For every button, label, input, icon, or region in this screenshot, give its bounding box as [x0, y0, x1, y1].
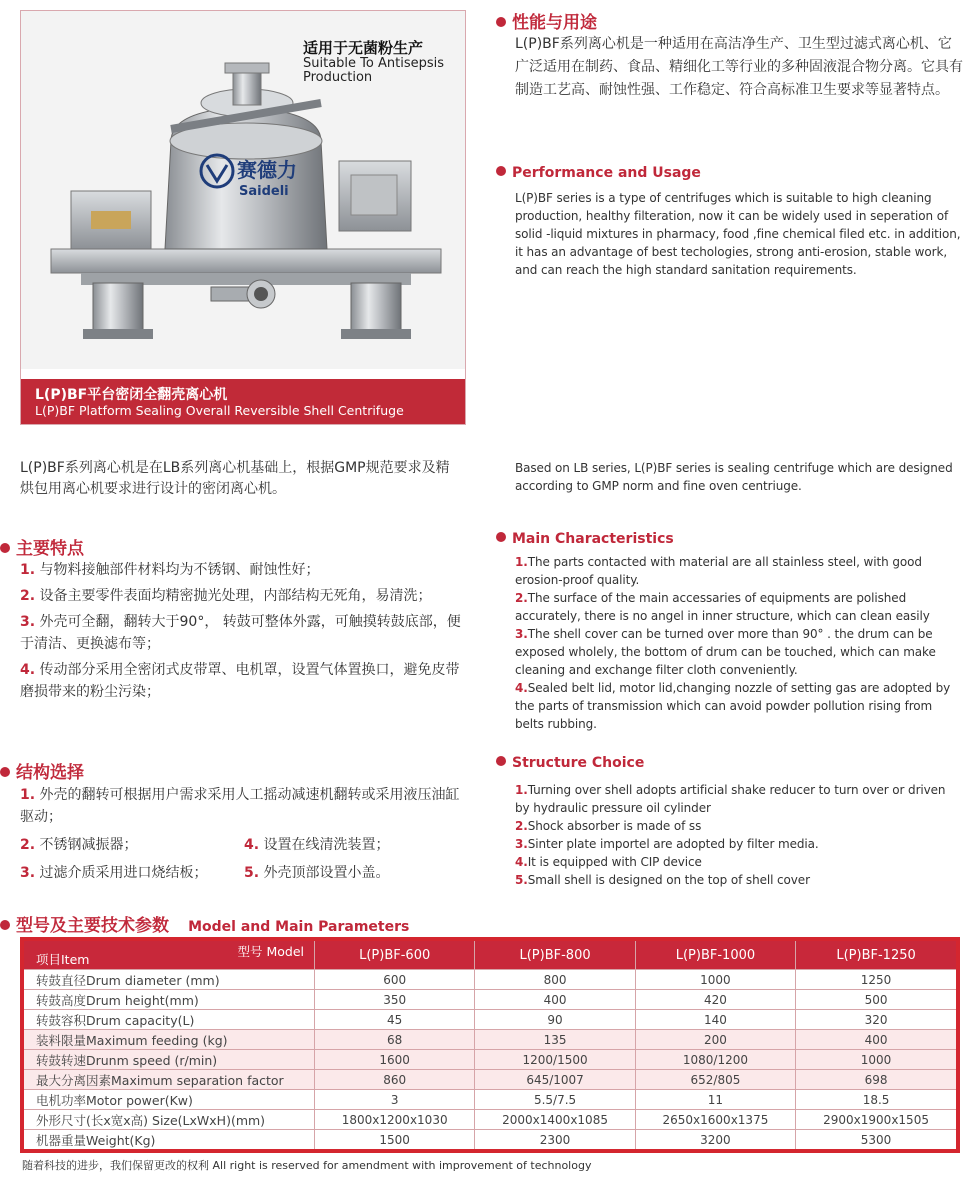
list-item: 1.The parts contacted with material are all stainless steel, with good erosion-proof quality. [515, 555, 922, 587]
brand-logo-text: 赛德力 [237, 158, 297, 182]
structure-list-cn [20, 784, 470, 886]
bullet-icon [496, 166, 506, 176]
photo-title-cn: 适用于无菌粉生产 [303, 39, 424, 57]
list-row [20, 834, 470, 862]
photo-caption-bar [21, 379, 465, 424]
list-item: 3.The shell cover can be turned over more than 90° . the drum can be exposed wholely, the bottom of drum can be touched, which can make cleaning and exchange filter cloth conveniently. [515, 627, 936, 677]
parameters-table [20, 937, 960, 1153]
product-photo-frame [20, 10, 466, 425]
photo-title-en: Suitable To Antisepsis Production [303, 56, 445, 85]
list-item: 5.Small shell is designed on the top of shell cover [515, 873, 810, 887]
bullet-icon [496, 756, 506, 766]
list-item: 3. 过滤介质采用进口烧结板； [20, 865, 208, 881]
list-item: 1. 与物料接触部件材料均为不锈钢、耐蚀性好； [20, 562, 320, 578]
performance-heading-cn: 性能与用途 [496, 8, 597, 33]
performance-text-cn: L(P)BF系列离心机是一种适用在高洁净生产、卫生型过滤式离心机、它广泛适用在制药、食品、精细化工等行业的多种固液混合物分离。它具有制造工艺高、耐蚀性强、工作稳定、符合高标准卫生要求等显著特点。 [515, 36, 963, 98]
list-item: 4. 传动部分采用全密闭式皮带罩、电机罩，设置气体置换口，避免皮带磨损带来的粉尘污染； [20, 662, 460, 700]
performance-heading-en: Performance and Usage [496, 165, 701, 181]
list-item: 2. 不锈钢减振器； [20, 837, 138, 853]
list-item: 3. 外壳可全翻，翻转大于90°， 转鼓可整体外露，可触摸转鼓底部，便于清洁、更换滤布等； [20, 614, 461, 652]
list-item: 1. 外壳的翻转可根据用户需求采用人工摇动减速机翻转或采用液压油缸驱动； [20, 787, 460, 825]
table-header-model: L(P)BF-800 [475, 939, 635, 970]
features-heading-cn: 主要特点 [0, 534, 84, 559]
list-item: 2. 设备主要零件表面均精密抛光处理，内部结构无死角，易清洗； [20, 588, 432, 604]
bullet-icon [496, 532, 506, 542]
table-header-model: L(P)BF-1000 [635, 939, 795, 970]
performance-text-en: L(P)BF series is a type of centrifuges which is suitable to high cleaning production, healthy filteration, now it can be widely used in seperation of solid -liquid mixtures in pharmacy, food ,fine chemical filed etc. in addition, it has an advantage of best techologies, strong anti-erosion, stable work, and can reach the high standard sanitation requirements. [515, 191, 961, 277]
list-item: 3.Sinter plate importel are adopted by filter media. [515, 837, 819, 851]
table-row: 电机功率Motor power(Kw) 3 5.5/7.5 11 18.5 [22, 1090, 958, 1110]
intro-text-cn: L(P)BF系列离心机是在LB系列离心机基础上，根据GMP规范要求及精烘包用离心机要求进行设计的密闭离心机。 [20, 460, 450, 497]
features-list-en [515, 553, 963, 733]
bullet-icon [0, 920, 10, 930]
table-header-corner: 型号 Model 项目Item [22, 939, 315, 970]
caption-cn: L(P)BF平台密闭全翻壳离心机 [35, 387, 228, 403]
footnote: 随着科技的进步，我们保留更改的权利 All right is reserved for amendment with improvement of technology [22, 1159, 592, 1172]
brand-logo-en: Saideli [239, 184, 289, 199]
features-heading-en: Main Characteristics [496, 531, 674, 547]
table-row: 机器重量Weight(Kg) 1500 2300 3200 5300 [22, 1130, 958, 1152]
table-row: 转鼓高度Drum height(mm) 350 400 420 500 [22, 990, 958, 1010]
intro-text-en: Based on LB series, L(P)BF series is sealing centrifuge which are designed according to GMP norm and fine oven centriuge. [515, 461, 953, 493]
table-header-row [22, 939, 958, 970]
bullet-icon [0, 543, 10, 553]
list-item: 4.Sealed belt lid, motor lid,changing nozzle of setting gas are adopted by the parts of transmission which can avoid powder pollution rising from belts rubbing. [515, 681, 951, 731]
list-item: 5. 外壳顶部设置小盖。 [244, 865, 390, 881]
structure-heading-en: Structure Choice [496, 755, 644, 771]
caption-en: L(P)BF Platform Sealing Overall Reversible Shell Centrifuge [35, 403, 404, 418]
table-row: 转鼓容积Drum capacity(L) 45 90 140 320 [22, 1010, 958, 1030]
table-row: 转鼓转速Drunm speed (r/min) 1600 1200/1500 1080/1200 1000 [22, 1050, 958, 1070]
table-header-model: L(P)BF-1250 [796, 939, 958, 970]
table-header-model: L(P)BF-600 [315, 939, 475, 970]
table-row: 外形尺寸(长x宽x高) Size(LxWxH)(mm) 1800x1200x1030 2000x1400x1085 2650x1600x1375 2900x1900x1505 [22, 1110, 958, 1130]
structure-heading-cn: 结构选择 [0, 758, 84, 783]
table-row: 转鼓直径Drum diameter (mm) 600 800 1000 1250 [22, 970, 958, 990]
list-item: 4. 设置在线清洗装置； [244, 837, 390, 853]
bullet-icon [0, 767, 10, 777]
params-heading: 型号及主要技术参数 Model and Main Parameters [0, 911, 409, 936]
structure-list-en [515, 781, 963, 889]
bullet-icon [496, 17, 506, 27]
features-list-cn [20, 559, 472, 703]
list-item: 2.The surface of the main accessaries of equipments are polished accurately, there is no angel in inner structure, which can clean easily [515, 591, 930, 623]
list-item: 1.Turning over shell adopts artificial shake reducer to turn over or driven by hydraulic pressure oil cylinder [515, 783, 946, 815]
table-row: 装料限量Maximum feeding (kg) 68 135 200 400 [22, 1030, 958, 1050]
list-item: 4.It is equipped with CIP device [515, 855, 702, 869]
list-item: 2.Shock absorber is made of ss [515, 819, 702, 833]
product-photo [21, 11, 465, 369]
list-row [20, 862, 470, 886]
table-row: 最大分离因素Maximum separation factor 860 645/1007 652/805 698 [22, 1070, 958, 1090]
